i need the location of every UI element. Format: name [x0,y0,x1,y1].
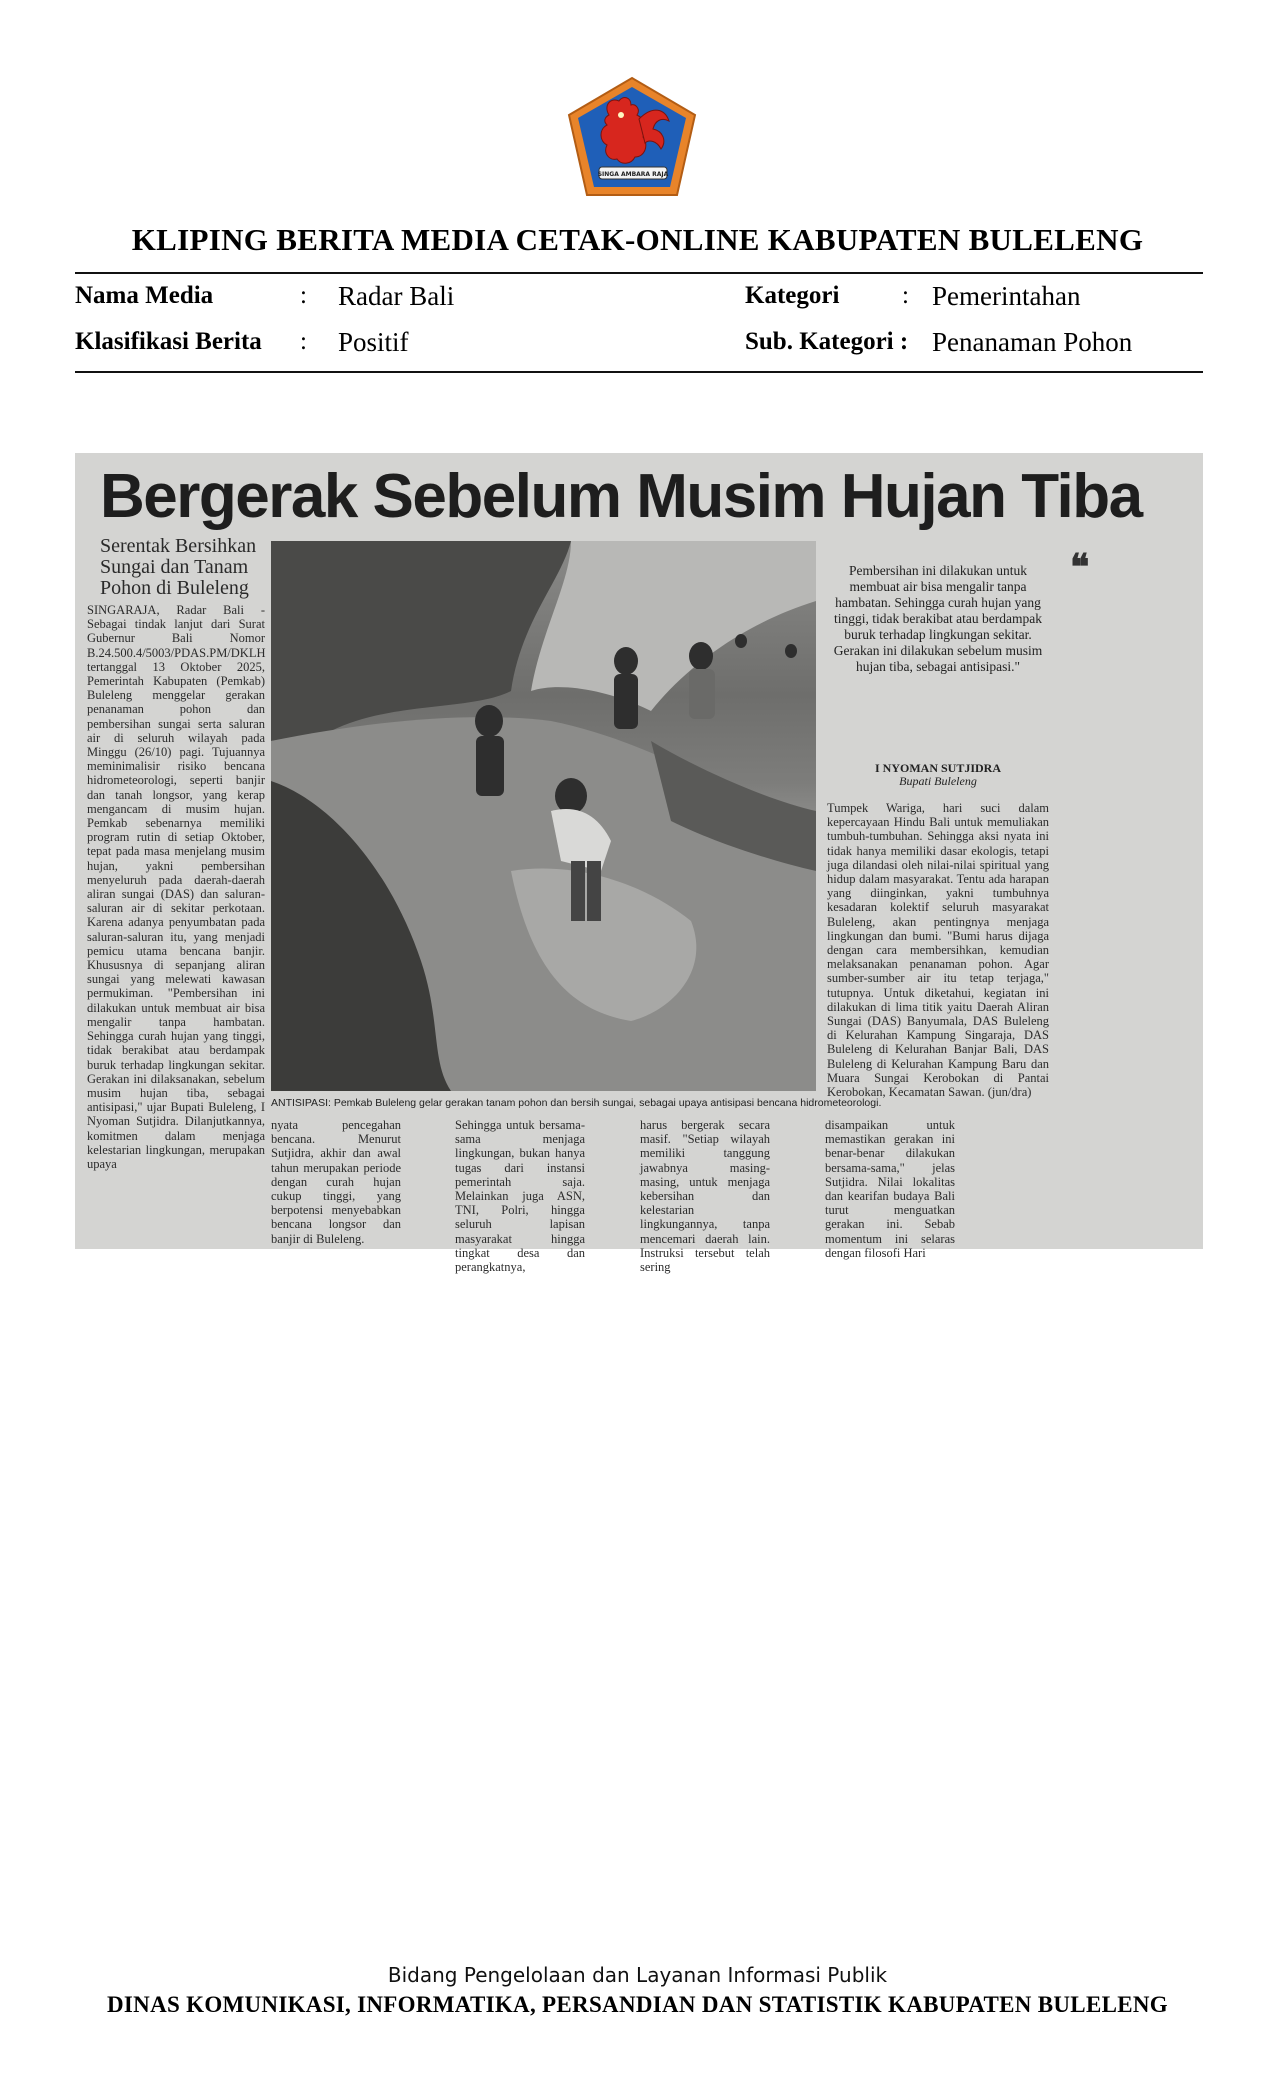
quote-author-name: I NYOMAN SUTJIDRA [874,761,1001,775]
article-subheadline: Serentak Bersihkan Sungai dan Tanam Pohon di Buleleng [100,535,257,599]
pull-quote: Pembersihan ini dilakukan untuk membuat air bisa mengalir tanpa hambatan. Sehingga curah hujan yang tinggi, tidak berakibat atau berdampak buruk terhadap lingkungan sekitar. Gerakan ini dilakukan sebelum musim hujan tiba, sebagai antisipasi." [833,563,1043,674]
quote-author-title: Bupati Buleleng [899,774,977,788]
newspaper-clipping [75,453,1203,1275]
nama-media-colon: : [300,282,307,309]
header-divider [75,272,1203,274]
footer-division: Bidang Pengelolaan dan Layanan Informasi Publik [387,1963,888,1987]
sub-kategori-label: Sub. Kategori : [745,328,909,355]
klasifikasi-colon: : [300,328,307,355]
quote-mark-icon: ❝ [1070,547,1090,587]
footer-agency: DINAS KOMUNIKASI, INFORMATIKA, PERSANDIAN DAN STATISTIK KABUPATEN BULELENG [107,1992,1168,2017]
article-column-bottom-2: Sehingga untuk bersama-sama menjaga lingkungan, bukan hanya tugas dari instansi pemerintah saja. Melainkan juga ASN, TNI, Polri, hingga seluruh lapisan masyarakat hingga tingkat desa dan perangkatnya, [455,1118,585,1275]
river-cleanup-photo [271,541,816,1091]
kategori-value: Pemerintahan [932,281,1081,311]
article-column-left: SINGARAJA, Radar Bali - Sebagai tindak lanjut dari Surat Gubernur Bali Nomor B.24.500.4/5003/PDAS.PM/DKLH tertanggal 13 Oktober 2025, Pemerintah Kabupaten (Pemkab) Buleleng menggelar gerakan penanaman pohon dan pembersihan sungai serta saluran air di seluruh wilayah pada Minggu (26/10) pagi. Tujuannya meminimalisir risiko bencana hidrometeorologi, seperti banjir dan tanah longsor, yang kerap mengancam di musim hujan. Pemkab sebenarnya memiliki program rutin di setiap Oktober, tepat pada masa menjelang musim hujan, yakni pembersihan menyeluruh pada daerah-daerah aliran sungai (DAS) dan saluran-saluran air di sekitar perkotaan. Karena adanya penyumbatan pada saluran-saluran itu, yang menjadi pemicu utama bencana banjir. Khususnya di sepanjang aliran sungai yang melewati kawasan permukiman. "Pembersihan ini dilakukan untuk membuat air bisa mengalir tanpa hambatan. Sehingga curah hujan yang tinggi, tidak berakibat atau berdampak buruk terhadap lingkungan sekitar. Gerakan ini dilaksanakan, sebelum musim hujan tiba, sebagai antisipasi," ujar Bupati Buleleng, I Nyoman Sutjidra. Dilanjutkannya, komitmen dalam menjaga kelestarian lingkungan, merupakan upaya [87,603,266,1171]
article-column-bottom-3: harus bergerak secara masif. "Setiap wilayah memiliki tanggung jawabnya masing-masing, untuk menjaga kebersihan dan kelestarian lingkungannya, tanpa mencemari daerah lain. Instruksi tersebut telah sering [640,1118,770,1275]
kategori-colon: : [902,282,909,309]
meta-divider [75,371,1203,373]
article-column-bottom-1: nyata pencegahan bencana. Menurut Sutjidra, akhir dan awal tahun merupakan periode dengan curah hujan cukup tinggi, yang berpotensi menyebabkan bencana longsor dan banjir di Buleleng. [271,1118,401,1246]
nama-media-label: Nama Media [75,282,214,309]
article-headline: Bergerak Sebelum Musim Hujan Tiba [100,462,1142,531]
photo-caption: ANTISIPASI: Pemkab Buleleng gelar gerakan tanam pohon dan bersih sungai, sebagai upaya antisipasi bencana hidrometeorologi. [271,1097,882,1109]
article-column-bottom-4: disampaikan untuk memastikan gerakan ini benar-benar dilakukan bersama-sama," jelas Sutjidra. Nilai lokalitas dan kearifan budaya Bali turut menguatkan gerakan ini. Sebab momentum ini selaras dengan filosofi Hari [825,1118,955,1260]
logo-motto: SINGA AMBARA RAJA [597,171,669,178]
article-photo [271,541,816,1091]
buleleng-logo [565,75,700,200]
sub-kategori-value: Penanaman Pohon [932,327,1133,357]
page-title: KLIPING BERITA MEDIA CETAK-ONLINE KABUPATEN BULELENG [131,222,1144,257]
kategori-label: Kategori [745,282,840,309]
klasifikasi-label: Klasifikasi Berita [75,328,262,355]
article-column-right: Tumpek Wariga, hari suci dalam kepercayaan Hindu Bali untuk memuliakan tumbuh-tumbuhan. Sehingga aksi nyata ini tidak hanya memiliki dasar ekologis, tetapi juga dilandasi oleh nilai-nilai spiritual yang hidup dalam masyarakat. Tentu ada harapan yang diinginkan, yakni tumbuhnya kesadaran kolektif seluruh masyarakat Buleleng, akan pentingnya menjaga lingkungan dan bumi. "Bumi harus dijaga dengan cara membersihkan, kemudian melaksanakan penanaman pohon. Agar sumber-sumber air itu tetap terjaga," tutupnya. Untuk diketahui, kegiatan ini dilakukan di lima titik yaitu Daerah Aliran Sungai (DAS) Banyumala, DAS Buleleng di Kelurahan Kampung Singaraja, DAS Buleleng di Kelurahan Banjar Bali, DAS Buleleng di Kelurahan Kampung Baru dan Muara Sungai Kerobokan di Pantai Kerobokan, Kecamatan Sawan. (jun/dra) [827,801,1049,1100]
klasifikasi-value: Positif [338,327,409,357]
nama-media-value: Radar Bali [338,281,455,311]
